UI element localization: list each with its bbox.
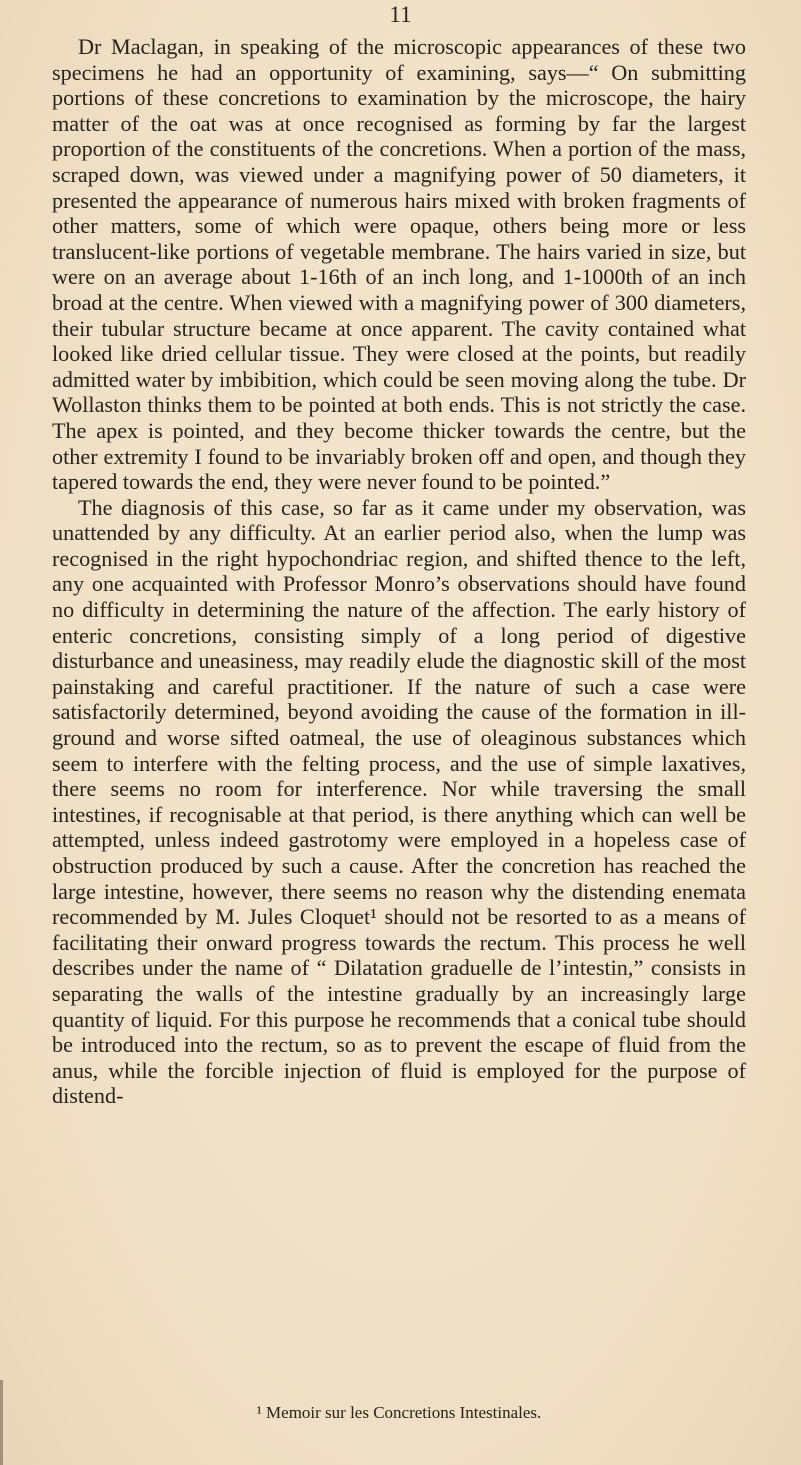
page-number: 11 [389,2,412,27]
paragraph-1: Dr Maclagan, in speaking of the microscopic appearances of these two specimens he had an opportunity of examining, says—“ On submitting portions of these concretions to examination by the microscope, the hairy matter of the oat was at once recognised as forming by far the largest proportion of the constituents of the concretions. When a portion of the mass, scraped down, was viewed under a magnifying power of 50 diameters, it presented the appearance of numerous hairs mixed with broken fragments of other matters, some of which were opaque, others being more or less translucent-like portions of vegetable membrane. The hairs varied in size, but were on an average about 1-16th of an inch long, and 1-1000th of an inch broad at the centre. When viewed with a magnifying power of 300 diameters, their tubular structure became at once apparent. The cavity contained what looked like dried cellular tissue. They were closed at the points, but readily admitted water by imbibition, which could be seen moving along the tube. Dr Wollaston thinks them to be pointed at both ends. This is not strictly the case. The apex is pointed, and they become thicker towards the centre, but the other extremity I found to be invariably broken off and open, and though they tapered towards the end, they were never found to be pointed.” [52,34,746,495]
body-text [52,34,746,1109]
footnote: ¹ Memoir sur les Concretions Intestinales. [256,1403,542,1422]
page-edge-mark [0,1380,3,1465]
paragraph-2: The diagnosis of this case, so far as it came under my observation, was unattended by any difficulty. At an earlier period also, when the lump was recognised in the right hypochondriac region, and shifted thence to the left, any one acquainted with Professor Monro’s observations should have found no difficulty in determining the nature of the affection. The early history of enteric concretions, consisting simply of a long period of digestive disturbance and uneasiness, may readily elude the diagnostic skill of the most painstaking and careful practitioner. If the nature of such a case were satisfactorily determined, beyond avoiding the cause of the formation in ill-ground and worse sifted oatmeal, the use of oleaginous substances which seem to interfere with the felting process, and the use of simple laxatives, there seems no room for interference. Nor while traversing the small intestines, if recognisable at that period, is there anything which can well be attempted, unless indeed gastrotomy were employed in a hopeless case of obstruction produced by such a cause. After the concretion has reached the large intestine, however, there seems no reason why the distending enemata recommended by M. Jules Cloquet¹ should not be resorted to as a means of facilitating their onward progress towards the rectum. This process he well describes under the name of “ Dilatation graduelle de l’intestin,” consists in separating the walls of the intestine gradually by an increasingly large quantity of liquid. For this purpose he recommends that a conical tube should be introduced into the rectum, so as to prevent the escape of fluid from the anus, while the forcible injection of fluid is employed for the purpose of distend- [52,494,746,1109]
